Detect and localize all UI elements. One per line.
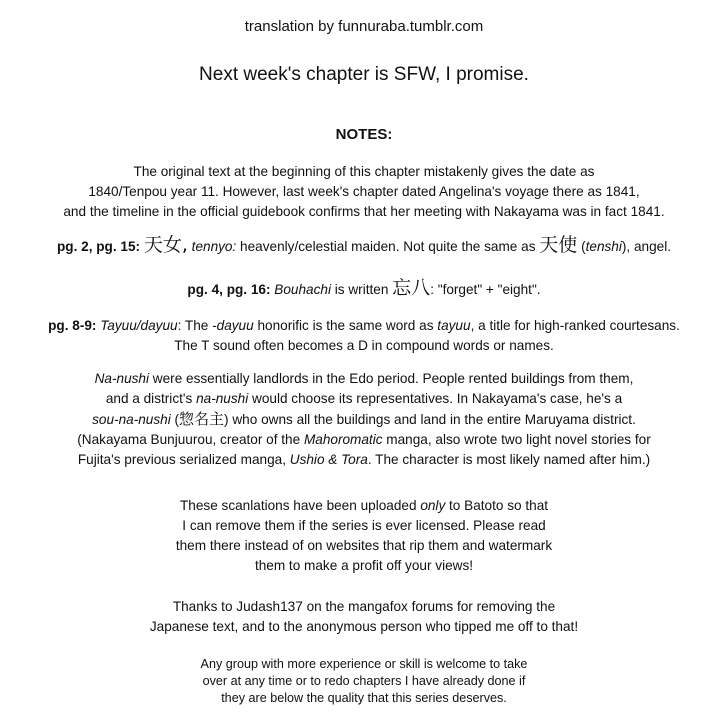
paren: ( — [577, 239, 586, 254]
note-ref: pg. 4, pg. 16: — [187, 282, 271, 297]
scan-line-4: them to make a profit off your views! — [254, 558, 474, 573]
term: tenshi — [585, 239, 622, 254]
note-ref: pg. 2, pg. 15: — [56, 239, 141, 254]
group-invite-paragraph — [0, 656, 728, 707]
text: : The — [177, 318, 213, 333]
note-nanushi-line-4 — [0, 430, 728, 450]
text: and a district's — [105, 391, 197, 406]
term: Mahoromatic — [303, 432, 383, 447]
japanese-term: 天女, — [143, 234, 188, 256]
note-bouhachi-line — [0, 278, 728, 300]
term: Na-nushi — [94, 371, 150, 386]
note-tennyo-line — [0, 235, 728, 257]
scan-line-1 — [0, 496, 728, 516]
note-nanushi — [0, 369, 728, 470]
japanese-term: 惣名主 — [179, 410, 225, 428]
term: tennyo: — [191, 239, 237, 254]
group-line-2: over at any time or to redo chapters I have already done if — [202, 674, 526, 688]
emphasis: only — [420, 498, 446, 513]
text: were essentially landlords in the Edo period. People rented buildings from them, — [149, 371, 634, 386]
text: ) who owns all the buildings and land in the entire Maruyama district. — [224, 412, 636, 427]
text: manga, also wrote two light novel stories for — [382, 432, 651, 447]
note-tennyo — [0, 235, 728, 257]
text: honorific is the same word as — [253, 318, 438, 333]
note-bouhachi — [0, 278, 728, 300]
scan-line-3: them there instead of on websites that rip them and watermark — [175, 538, 553, 553]
term: Bouhachi — [274, 282, 331, 297]
thanks-line-1: Thanks to Judash137 on the mangafox forums for removing the — [172, 599, 556, 614]
note-ref: pg. 8-9: — [48, 318, 97, 333]
note-tayuu-line-2: The T sound often becomes a D in compound words or names. — [174, 338, 554, 353]
term: tayuu — [437, 318, 471, 333]
intro-line-1: The original text at the beginning of this chapter mistakenly gives the date as — [133, 164, 595, 179]
japanese-term: 天使 — [539, 234, 578, 256]
term: Tayuu/dayuu — [100, 318, 178, 333]
group-line-3: they are below the quality that this series deserves. — [221, 691, 507, 705]
term: na-nushi — [196, 391, 249, 406]
term: -dayuu — [212, 318, 254, 333]
intro-line-3: and the timeline in the official guidebook confirms that her meeting with Nakayama was in fact 1841. — [63, 204, 665, 219]
notes-title: NOTES: — [335, 126, 393, 143]
text: , a title for high-ranked courtesans. — [470, 318, 680, 333]
translation-credit: translation by funnuraba.tumblr.com — [244, 18, 484, 35]
text: (Nakayama Bunjuurou, creator of the — [77, 432, 304, 447]
definition: heavenly/celestial maiden. Not quite the same as — [236, 239, 540, 254]
text: Fujita's previous serialized manga, — [77, 452, 290, 467]
scan-line-2: I can remove them if the series is ever licensed. Please read — [182, 518, 546, 533]
note-nanushi-line-5 — [0, 450, 728, 470]
intro-paragraph — [0, 162, 728, 222]
thanks-line-2: Japanese text, and to the anonymous person who tipped me off to that! — [149, 619, 579, 634]
group-line-1: Any group with more experience or skill is welcome to take — [200, 657, 528, 671]
definition: : "forget" + "eight". — [430, 282, 541, 297]
note-tayuu — [0, 316, 728, 356]
thanks-paragraph — [0, 597, 728, 637]
text: would choose its representatives. In Nakayama's case, he's a — [248, 391, 623, 406]
intro-line-2: 1840/Tenpou year 11. However, last week's chapter dated Angelina's voyage there as 1841, — [88, 184, 640, 199]
japanese-term: 忘八 — [392, 277, 431, 299]
term: Ushio & Tora — [289, 452, 368, 467]
note-nanushi-line-1 — [0, 369, 728, 389]
text: These scanlations have been uploaded — [179, 498, 421, 513]
note-tayuu-line-1 — [0, 316, 728, 336]
text: to Batoto so that — [445, 498, 549, 513]
text: . The character is most likely named after him.) — [367, 452, 651, 467]
term: sou-na-nushi — [92, 412, 171, 427]
definition: ), angel. — [621, 239, 672, 254]
text: is written — [330, 282, 393, 297]
headline: Next week's chapter is SFW, I promise. — [199, 64, 529, 85]
paren: ( — [170, 412, 180, 427]
note-nanushi-line-2 — [0, 389, 728, 409]
scanlation-notice — [0, 496, 728, 576]
note-nanushi-line-3 — [0, 409, 728, 430]
